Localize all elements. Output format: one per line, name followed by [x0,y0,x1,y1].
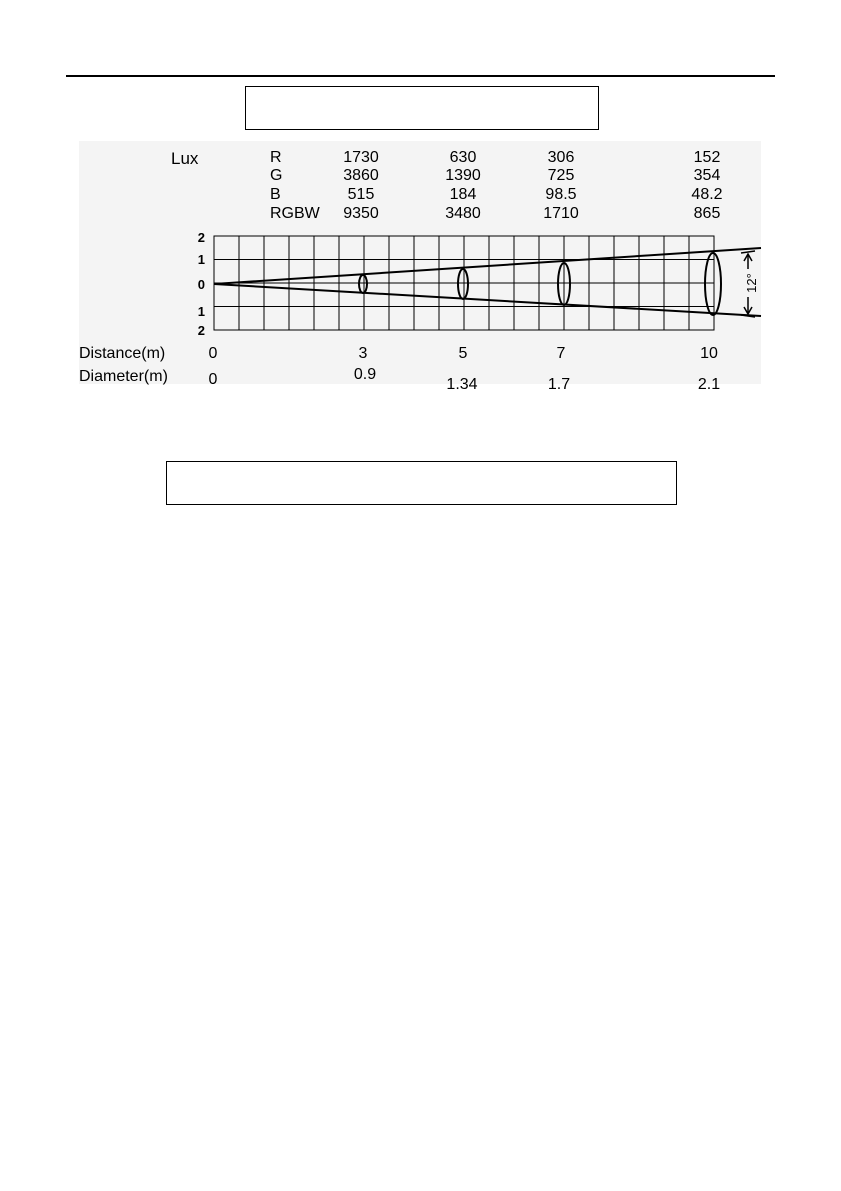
lux-g-10m: 354 [693,167,721,184]
lux-r-7m: 306 [547,149,575,166]
lux-rgbw-5m: 3480 [445,205,481,222]
height-tick-bottom-2: 2 [197,323,205,338]
caption-box-top [245,86,599,130]
page-top-rule [66,75,775,77]
lux-g-5m: 1390 [445,167,481,184]
lux-rgbw-10m: 865 [693,205,721,222]
lux-rgbw-3m: 9350 [343,205,379,222]
beam-angle-label: 12° [744,273,759,293]
lux-label: Lux [171,149,199,168]
beam-diagram-svg [79,141,761,393]
diameter-value-3: 0.9 [353,366,377,383]
lux-b-5m: 184 [449,186,477,203]
lux-rgbw-7m: 1710 [543,205,579,222]
channel-name-g: G [270,167,283,184]
height-tick-0: 0 [197,277,205,292]
distance-value-0: 0 [208,345,218,362]
distance-value-5: 5 [458,345,468,362]
beam-section-10m [705,253,721,315]
distance-value-10: 10 [700,345,718,362]
lux-b-10m: 48.2 [691,186,723,203]
height-tick-top-1: 1 [197,252,205,267]
height-tick-bottom-1: 1 [197,304,205,319]
distance-label: Distance(m) [79,345,166,362]
channel-name-rgbw: RGBW [270,205,320,222]
beam-cone [214,248,761,316]
distance-value-7: 7 [556,345,566,362]
channel-name-r: R [270,149,282,166]
lux-r-3m: 1730 [343,149,379,166]
diameter-value-7: 1.7 [547,376,571,393]
diameter-value-0: 0 [208,371,218,388]
distance-value-3: 3 [358,345,368,362]
beam-angle-diagram [79,141,761,393]
diameter-value-10: 2.1 [697,376,721,393]
lux-r-5m: 630 [449,149,477,166]
diameter-value-5: 1.34 [446,376,478,393]
lux-g-7m: 725 [547,167,575,184]
diameter-label: Diameter(m) [79,368,168,385]
lux-b-7m: 98.5 [545,186,577,203]
lux-b-3m: 515 [347,186,375,203]
channel-name-b: B [270,186,281,203]
lux-r-10m: 152 [693,149,721,166]
beam-section-3m [359,275,367,293]
grid [214,236,714,330]
height-tick-top-2: 2 [197,230,205,245]
caption-box-bottom [166,461,677,505]
beam-section-5m [458,269,468,299]
lux-g-3m: 3860 [343,167,379,184]
